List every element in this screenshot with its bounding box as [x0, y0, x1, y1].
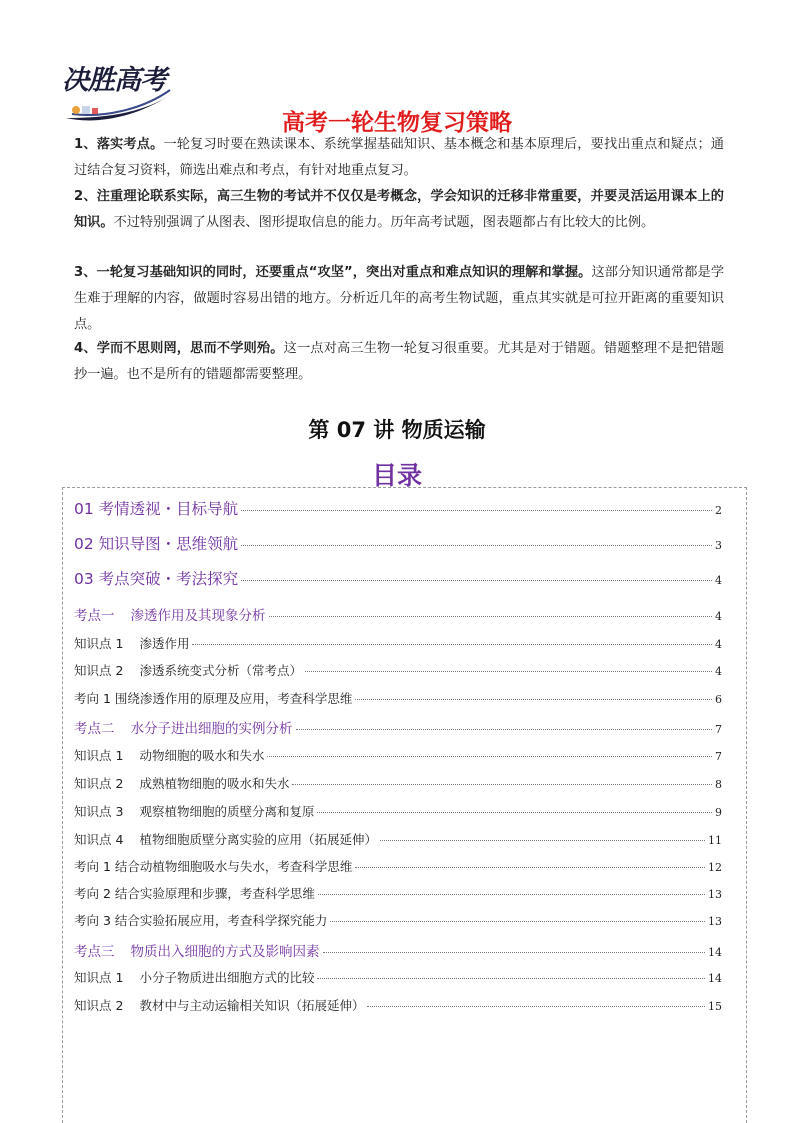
toc-entry[interactable] [74, 497, 722, 519]
toc-prefix: 考点三 [74, 944, 115, 960]
toc-page: 4 [715, 610, 722, 623]
toc-entry[interactable] [74, 940, 722, 960]
toc-leader [323, 952, 706, 953]
toc-leader [380, 840, 705, 841]
toc-leader [267, 756, 712, 757]
toc-entry[interactable] [74, 911, 722, 929]
toc-leader [317, 978, 705, 979]
toc-label: 水分子进出细胞的实例分析 [130, 721, 293, 737]
toc-leader [292, 784, 712, 785]
toc-leader [241, 580, 712, 581]
toc-label: 01 考情透视・目标导航 [74, 500, 239, 518]
toc-entry[interactable] [74, 604, 722, 624]
toc-label: 考向 3 结合实验拓展应用，考查科学探究能力 [74, 913, 328, 928]
strategy-3 [74, 260, 724, 338]
toc-leader [367, 1006, 705, 1007]
toc-prefix: 知识点 1 [74, 970, 124, 985]
toc-page: 8 [715, 778, 722, 791]
toc-page: 13 [708, 888, 722, 901]
toc-prefix: 知识点 4 [74, 832, 124, 847]
toc-prefix: 知识点 2 [74, 663, 124, 678]
lecture-title: 第 07 讲 物质运输 [308, 418, 486, 442]
toc-leader [305, 671, 712, 672]
toc-page: 7 [715, 723, 722, 736]
toc-label: 渗透作用 [139, 636, 190, 651]
toc-prefix: 知识点 2 [74, 776, 124, 791]
toc-label: 渗透作用及其现象分析 [130, 608, 266, 624]
toc-page: 3 [715, 539, 722, 552]
strategy-2-text: 不过特别强调了从图表、图形提取信息的能力。历年高考试题，图表题都占有比较大的比例。 [113, 215, 655, 230]
toc-page: 14 [708, 972, 722, 985]
toc-entry[interactable] [74, 996, 722, 1014]
toc-label: 考向 1 围绕渗透作用的原理及应用，考查科学思维 [74, 691, 353, 706]
toc-page: 11 [708, 834, 722, 847]
toc-page: 6 [715, 693, 722, 706]
toc-entry[interactable] [74, 746, 722, 764]
strategy-3-bold: 3、一轮复习基础知识的同时，还要重点“攻坚”，突出对重点和难点知识的理解和掌握。 [74, 265, 592, 280]
toc-entry[interactable] [74, 774, 722, 792]
strategy-2-bold: 2、注重理论联系实际，高三生物的考试并不仅仅是考概念，学会知识的迁移非常重要，并要灵活运用课本上的知识。 [74, 189, 724, 230]
toc-label: 考向 2 结合实验原理和步骤，考查科学思维 [74, 886, 315, 901]
toc-entry[interactable] [74, 689, 722, 707]
toc-label: 小分子物质进出细胞方式的比较 [139, 970, 315, 985]
toc-prefix: 考点一 [74, 608, 115, 624]
toc-entry[interactable] [74, 968, 722, 986]
toc-label: 02 知识导图・思维领航 [74, 535, 239, 553]
toc-prefix: 知识点 3 [74, 804, 124, 819]
toc-leader [330, 921, 705, 922]
main-title: 高考一轮生物复习策略 [282, 110, 512, 136]
strategy-1-bold: 1、落实考点。 [74, 137, 164, 152]
toc-label: 植物细胞质壁分离实验的应用（拓展延伸） [139, 832, 377, 847]
toc-entry[interactable] [74, 532, 722, 554]
toc-entry[interactable] [74, 857, 722, 875]
toc-prefix: 知识点 1 [74, 748, 124, 763]
toc-page: 12 [708, 861, 722, 874]
strategy-4-text: 这一点对高三生物一轮复习很重要。尤其是对于错题。错题整理不是把错题抄一遍。也不是所有的错题都需要整理。 [74, 341, 724, 382]
toc-prefix: 考点二 [74, 721, 115, 737]
toc-label: 成熟植物细胞的吸水和失水 [139, 776, 290, 791]
toc-page: 4 [715, 574, 722, 587]
toc-page: 13 [708, 915, 722, 928]
toc-entry[interactable] [74, 802, 722, 820]
toc-leader [317, 812, 712, 813]
toc-entry[interactable] [74, 567, 722, 589]
toc-leader [296, 729, 713, 730]
toc-leader [192, 644, 712, 645]
toc-leader [355, 867, 705, 868]
strategy-1-text: 一轮复习时要在熟读课本、系统掌握基础知识、基本概念和基本原理后，要找出重点和疑点；通过结合复习资料，筛选出难点和考点，有针对地重点复习。 [74, 137, 724, 178]
toc-page: 4 [715, 638, 722, 651]
toc-label: 物质出入细胞的方式及影响因素 [130, 944, 320, 960]
toc-page: 9 [715, 806, 722, 819]
toc-leader [241, 545, 712, 546]
toc-prefix: 知识点 2 [74, 998, 124, 1013]
toc-page: 2 [715, 504, 722, 517]
toc-label: 03 考点突破・考法探究 [74, 570, 239, 588]
toc-leader [355, 699, 712, 700]
toc-leader [318, 894, 705, 895]
toc-label: 动物细胞的吸水和失水 [139, 748, 265, 763]
toc-entry[interactable] [74, 661, 722, 679]
toc-leader [241, 510, 712, 511]
toc-entry[interactable] [74, 830, 722, 848]
strategy-3-text: 这部分知识通常都是学生难于理解的内容，做题时容易出错的地方。分析近几年的高考生物试题，重点其实就是可拉开距离的重要知识点。 [74, 265, 725, 332]
strategy-1 [74, 132, 724, 184]
toc-page: 14 [708, 946, 722, 959]
strategy-4 [74, 336, 724, 388]
logo-text: 决胜高考 [62, 65, 166, 96]
toc-title: 目录 [371, 461, 422, 490]
toc-label: 渗透系统变式分析（常考点） [139, 663, 302, 678]
toc-leader [269, 616, 713, 617]
toc-entry[interactable] [74, 634, 722, 652]
toc-prefix: 知识点 1 [74, 636, 124, 651]
toc-page: 7 [715, 750, 722, 763]
toc-page: 15 [708, 1000, 722, 1013]
toc-entry[interactable] [74, 884, 722, 902]
toc-label: 观察植物细胞的质壁分离和复原 [139, 804, 315, 819]
strategy-4-bold: 4、学而不思则罔，思而不学则殆。 [74, 341, 284, 356]
strategy-2 [74, 184, 724, 236]
toc-entry[interactable] [74, 717, 722, 737]
toc-label: 教材中与主动运输相关知识（拓展延伸） [139, 998, 365, 1013]
toc-label: 考向 1 结合动植物细胞吸水与失水，考查科学思维 [74, 859, 353, 874]
toc-page: 4 [715, 665, 722, 678]
